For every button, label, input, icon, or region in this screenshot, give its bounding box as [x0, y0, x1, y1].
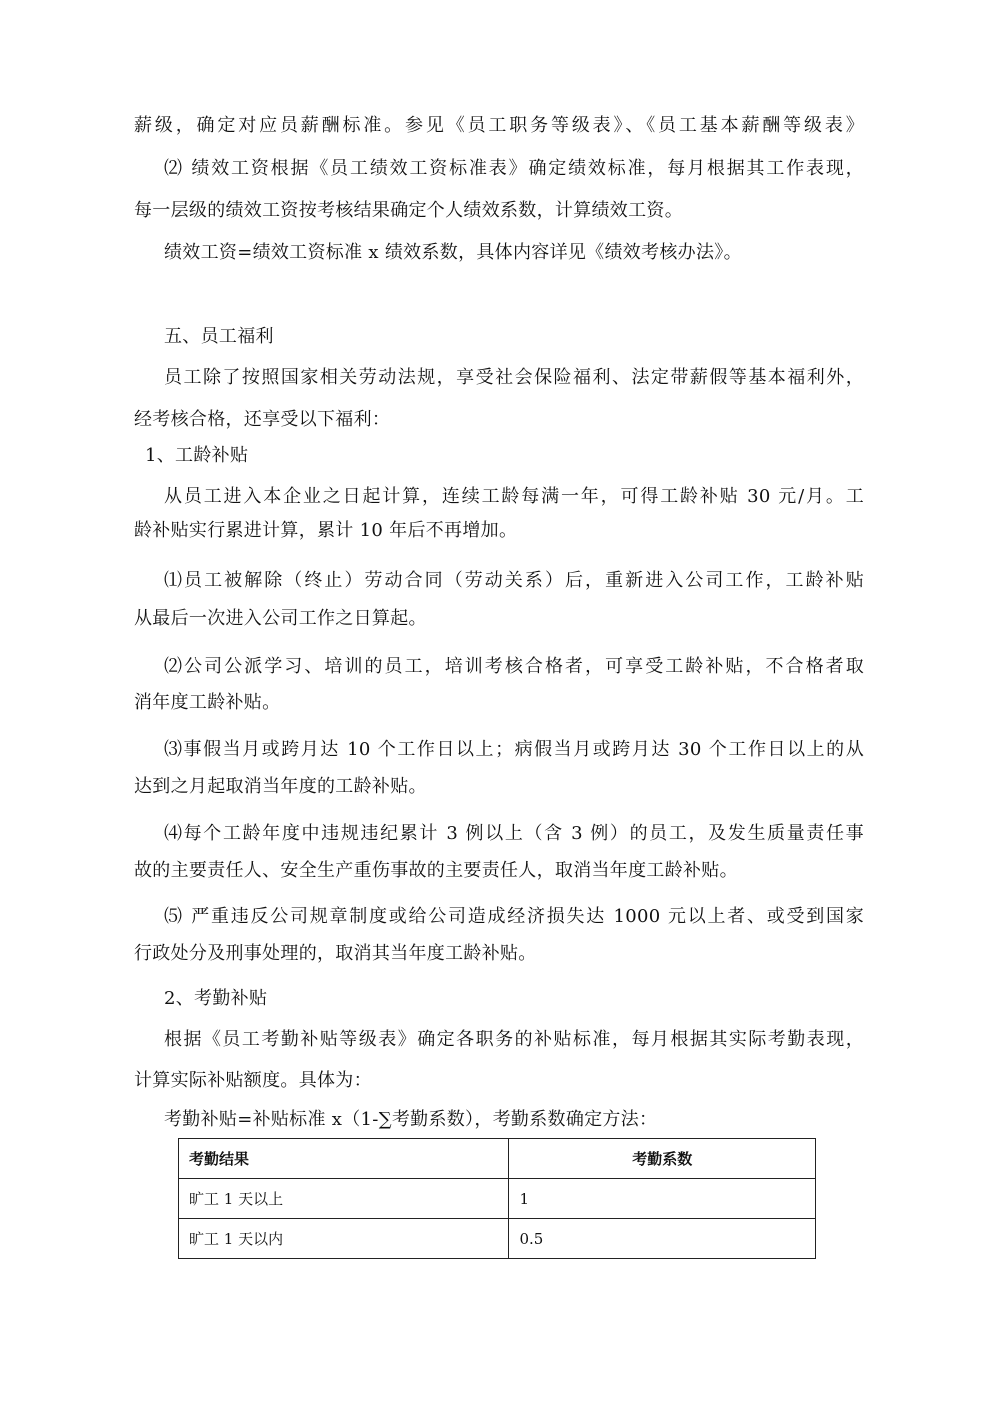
table-header-row [179, 1139, 816, 1179]
paragraph-line: 薪级，确定对应员薪酬标准。参见《员工职务等级表》、《员工基本薪酬等级表》 [134, 115, 864, 136]
paragraph-line: 计算实际补贴额度。具体为： [134, 1070, 372, 1091]
paragraph-line: ⑵公司公派学习、培训的员工，培训考核合格者，可享受工龄补贴，不合格者取 [164, 656, 864, 677]
paragraph-line: ⑴员工被解除（终止）劳动合同（劳动关系）后，重新进入公司工作，工龄补贴 [164, 570, 864, 591]
paragraph-line: 根据《员工考勤补贴等级表》确定各职务的补贴标准，每月根据其实际考勤表现， [164, 1029, 864, 1050]
paragraph-line: 绩效工资=绩效工资标准 x 绩效系数，具体内容详见《绩效考核办法》。 [164, 242, 742, 263]
table-header-cell: 考勤系数 [509, 1139, 816, 1179]
paragraph-line: 消年度工龄补贴。 [134, 692, 281, 713]
paragraph-line: 从员工进入本企业之日起计算，连续工龄每满一年，可得工龄补贴 30 元/月。工 [164, 486, 864, 507]
table-row [179, 1219, 816, 1259]
subsection-heading: 1、工龄补贴 [145, 445, 249, 466]
table-cell: 0.5 [509, 1219, 816, 1259]
subsection-heading: 2、考勤补贴 [164, 988, 268, 1009]
paragraph-line: 故的主要责任人、安全生产重伤事故的主要责任人，取消当年度工龄补贴。 [134, 860, 738, 881]
paragraph-line: 经考核合格，还享受以下福利： [134, 409, 391, 430]
paragraph-line: 每一层级的绩效工资按考核结果确定个人绩效系数，计算绩效工资。 [134, 200, 683, 221]
table-cell: 1 [509, 1179, 816, 1219]
table-row [179, 1179, 816, 1219]
paragraph-line: 达到之月起取消当年度的工龄补贴。 [134, 776, 427, 797]
table-cell: 旷工 1 天以上 [179, 1179, 509, 1219]
paragraph-line: 员工除了按照国家相关劳动法规，享受社会保险福利、法定带薪假等基本福利外， [164, 367, 864, 388]
paragraph-line: 行政处分及刑事处理的，取消其当年度工龄补贴。 [134, 943, 537, 964]
paragraph-line: ⑶事假当月或跨月达 10 个工作日以上；病假当月或跨月达 30 个工作日以上的从 [164, 739, 864, 760]
paragraph-line: 从最后一次进入公司工作之日算起。 [134, 608, 427, 629]
paragraph-line: 考勤补贴=补贴标准 x（1-∑考勤系数），考勤系数确定方法： [164, 1109, 658, 1130]
paragraph-line: ⑸ 严重违反公司规章制度或给公司造成经济损失达 1000 元以上者、或受到国家 [164, 906, 864, 927]
table-header-cell: 考勤结果 [179, 1139, 509, 1179]
paragraph-line: ⑷每个工龄年度中违规违纪累计 3 例以上（含 3 例）的员工，及发生质量责任事 [164, 823, 864, 844]
paragraph-line: 龄补贴实行累进计算，累计 10 年后不再增加。 [134, 520, 518, 541]
section-heading: 五、员工福利 [164, 326, 274, 347]
attendance-coefficient-table [178, 1138, 816, 1259]
paragraph-line: ⑵ 绩效工资根据《员工绩效工资标准表》确定绩效标准，每月根据其工作表现， [164, 158, 864, 179]
table-cell: 旷工 1 天以内 [179, 1219, 509, 1259]
